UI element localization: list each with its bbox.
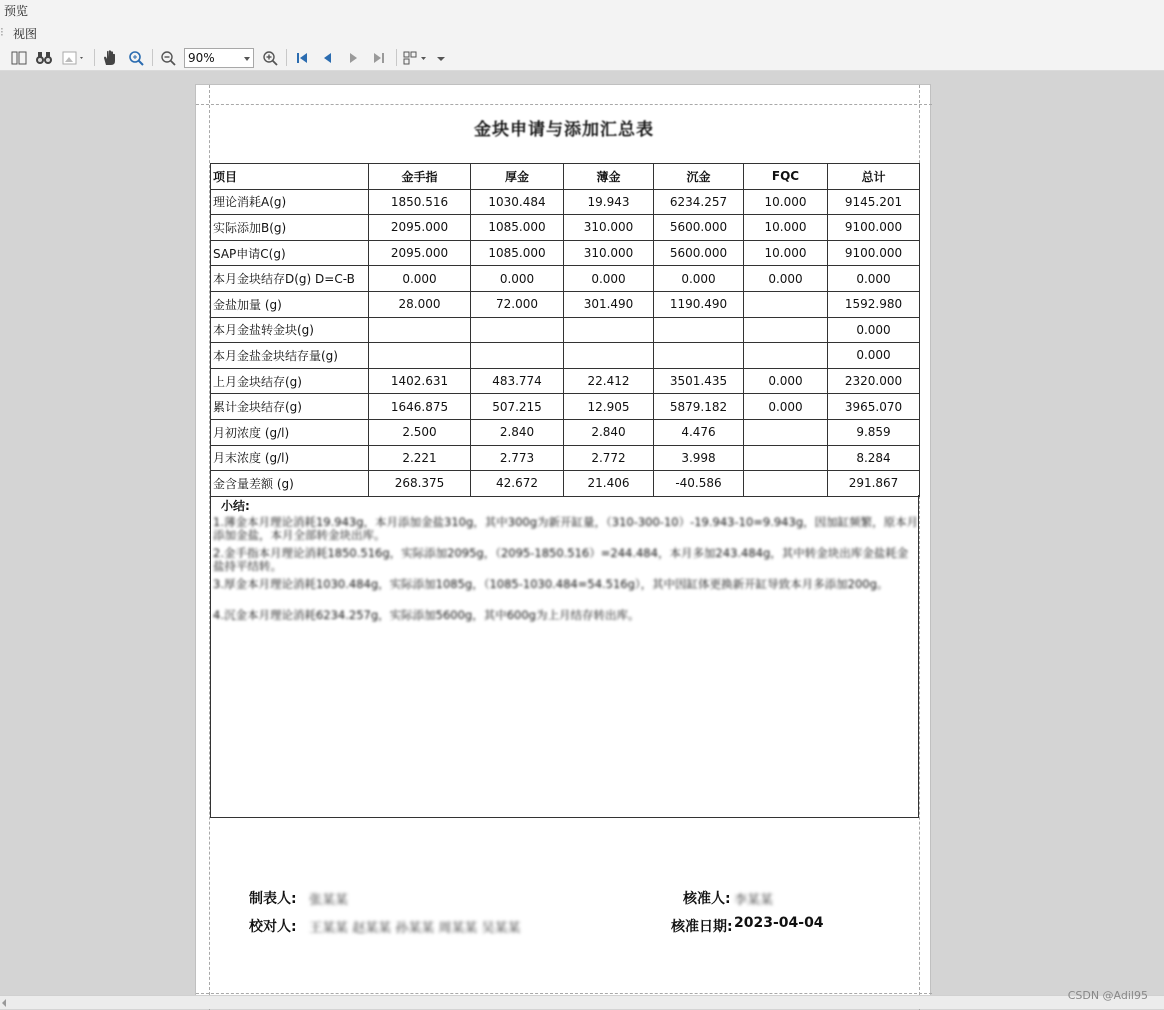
- table-cell: 507.215: [471, 394, 564, 420]
- watermark: CSDN @Adil95: [1067, 989, 1148, 1002]
- table-cell: 1085.000: [471, 240, 564, 266]
- table-cell: 2.840: [471, 419, 564, 445]
- zoom-tool-icon[interactable]: [126, 48, 146, 68]
- table-cell: 1646.875: [369, 394, 471, 420]
- table-row: [211, 445, 920, 471]
- approval-date-label: 核准日期:: [671, 919, 733, 935]
- table-cell: 0.000: [564, 266, 654, 292]
- table-cell: 2.772: [564, 445, 654, 471]
- table-cell: 310.000: [564, 215, 654, 241]
- table-row: [211, 189, 920, 215]
- table-cell: 8.284: [828, 445, 920, 471]
- table-cell: 1085.000: [471, 215, 564, 241]
- table-cell: [744, 419, 828, 445]
- table-cell: [471, 317, 564, 343]
- summary-line: 添加金盐，本月全部转金块出库。: [213, 528, 386, 542]
- row-label: 月初浓度 (g/l): [211, 419, 369, 445]
- row-label: 累计金块结存(g): [211, 394, 369, 420]
- zoom-in-icon[interactable]: [260, 48, 280, 68]
- column-header: 总计: [828, 164, 920, 190]
- table-row: [211, 343, 920, 369]
- row-label: 月末浓度 (g/l): [211, 445, 369, 471]
- zoom-select[interactable]: [184, 48, 254, 68]
- row-label: SAP申请C(g): [211, 240, 369, 266]
- margin-guide: [196, 993, 932, 994]
- table-cell: 2.840: [564, 419, 654, 445]
- report-table: [210, 163, 920, 497]
- table-cell: 1850.516: [369, 189, 471, 215]
- column-header: FQC: [744, 164, 828, 190]
- table-cell: 12.905: [564, 394, 654, 420]
- page-layout-icon[interactable]: [10, 48, 28, 68]
- row-label: 理论消耗A(g): [211, 189, 369, 215]
- table-cell: 10.000: [744, 215, 828, 241]
- summary-line: 2.金手指本月理论消耗1850.516g，实际添加2095g，（2095-1850.516）=244.484，本月多加243.484g，其中转金块出库金盐耗金: [213, 546, 909, 560]
- margin-guide: [196, 104, 932, 105]
- menu-bar: [0, 0, 1164, 44]
- summary-line: 4.沉金本月理论消耗6234.257g，实际添加5600g，其中600g为上月结存转出库。: [213, 608, 640, 622]
- toolbar-separator: [396, 49, 397, 66]
- checker-name: 王某某 赵某某 孙某某 周某某 吴某某: [309, 921, 521, 936]
- row-label: 本月金块结存D(g) D=C-B: [211, 266, 369, 292]
- table-cell: 3965.070: [828, 394, 920, 420]
- table-cell: 291.867: [828, 471, 920, 497]
- table-row: [211, 317, 920, 343]
- table-cell: 5879.182: [654, 394, 744, 420]
- table-cell: 2.773: [471, 445, 564, 471]
- menu-preview[interactable]: 预览: [4, 4, 29, 18]
- table-cell: 5600.000: [654, 215, 744, 241]
- table-cell: 1402.631: [369, 368, 471, 394]
- table-header-row: [211, 164, 920, 190]
- next-page-icon[interactable]: [344, 48, 364, 68]
- table-cell: 301.490: [564, 291, 654, 317]
- table-cell: [369, 343, 471, 369]
- summary-line: 盐持平结转。: [213, 559, 282, 573]
- table-cell: 22.412: [564, 368, 654, 394]
- table-cell: 2320.000: [828, 368, 920, 394]
- maker-name: 张某某: [309, 893, 349, 908]
- row-label: 金盐加量 (g): [211, 291, 369, 317]
- table-cell: 3501.435: [654, 368, 744, 394]
- toolbar-separator: [152, 49, 153, 66]
- table-cell: 0.000: [471, 266, 564, 292]
- last-page-icon[interactable]: [369, 48, 389, 68]
- zoom-value: 90%: [188, 51, 215, 65]
- table-cell: [744, 445, 828, 471]
- table-cell: 310.000: [564, 240, 654, 266]
- table-cell: 1190.490: [654, 291, 744, 317]
- column-header: 薄金: [564, 164, 654, 190]
- table-cell: 268.375: [369, 471, 471, 497]
- row-label: 本月金盐转金块(g): [211, 317, 369, 343]
- column-header: 项目: [211, 164, 369, 190]
- table-cell: 0.000: [744, 394, 828, 420]
- table-row: [211, 368, 920, 394]
- table-cell: 28.000: [369, 291, 471, 317]
- hand-pan-icon[interactable]: [100, 48, 120, 68]
- table-row: [211, 240, 920, 266]
- table-cell: 2095.000: [369, 215, 471, 241]
- table-cell: 10.000: [744, 240, 828, 266]
- scroll-left-icon[interactable]: [2, 999, 6, 1007]
- table-cell: [471, 343, 564, 369]
- table-row: [211, 394, 920, 420]
- table-row: [211, 291, 920, 317]
- checker-label: 校对人:: [249, 919, 297, 935]
- table-cell: [369, 317, 471, 343]
- export-image-icon[interactable]: [62, 48, 86, 68]
- table-row: [211, 471, 920, 497]
- table-cell: 9100.000: [828, 240, 920, 266]
- table-cell: 4.476: [654, 419, 744, 445]
- table-cell: [744, 343, 828, 369]
- column-header: 厚金: [471, 164, 564, 190]
- table-cell: 0.000: [828, 266, 920, 292]
- row-label: 金含量差额 (g): [211, 471, 369, 497]
- menu-view[interactable]: 视图: [13, 27, 38, 41]
- table-row: [211, 419, 920, 445]
- table-cell: [744, 317, 828, 343]
- table-cell: [564, 343, 654, 369]
- table-cell: [654, 343, 744, 369]
- table-cell: 0.000: [828, 317, 920, 343]
- row-label: 上月金块结存(g): [211, 368, 369, 394]
- table-cell: 9145.201: [828, 189, 920, 215]
- table-row: [211, 215, 920, 241]
- table-cell: 1030.484: [471, 189, 564, 215]
- table-cell: 1592.980: [828, 291, 920, 317]
- table-cell: 21.406: [564, 471, 654, 497]
- table-cell: 6234.257: [654, 189, 744, 215]
- report-page: [195, 84, 931, 1009]
- table-cell: 0.000: [828, 343, 920, 369]
- column-header: 沉金: [654, 164, 744, 190]
- first-page-icon[interactable]: [292, 48, 312, 68]
- approver-name: 李某某: [734, 893, 774, 908]
- maker-label: 制表人:: [249, 891, 297, 907]
- approver-label: 核准人:: [683, 891, 731, 907]
- table-cell: 2095.000: [369, 240, 471, 266]
- table-cell: -40.586: [654, 471, 744, 497]
- zoom-out-icon[interactable]: [158, 48, 178, 68]
- column-header: 金手指: [369, 164, 471, 190]
- row-label: 实际添加B(g): [211, 215, 369, 241]
- table-cell: [654, 317, 744, 343]
- table-cell: [744, 471, 828, 497]
- summary-box: [210, 495, 919, 818]
- approval-date-value: 2023-04-04: [734, 915, 824, 931]
- toolbar-separator: [94, 49, 95, 66]
- table-cell: 72.000: [471, 291, 564, 317]
- table-cell: 9100.000: [828, 215, 920, 241]
- table-cell: 10.000: [744, 189, 828, 215]
- table-cell: [744, 291, 828, 317]
- toolbar-overflow-chevron-icon[interactable]: [434, 48, 448, 68]
- row-label: 本月金盐金块结存量(g): [211, 343, 369, 369]
- table-cell: 0.000: [744, 368, 828, 394]
- summary-line: 1.薄金本月理论消耗19.943g，本月添加金盐310g，其中300g为新开缸量，（310-300-10）-19.943-10=9.943g，因加缸频繁，原本月: [213, 515, 919, 529]
- report-title: 金块申请与添加汇总表: [474, 120, 654, 140]
- table-cell: 0.000: [369, 266, 471, 292]
- summary-title: 小结:: [221, 499, 250, 513]
- table-cell: 0.000: [654, 266, 744, 292]
- table-row: [211, 266, 920, 292]
- table-cell: 19.943: [564, 189, 654, 215]
- table-cell: 9.859: [828, 419, 920, 445]
- find-binoculars-icon[interactable]: [34, 48, 54, 68]
- table-cell: 5600.000: [654, 240, 744, 266]
- table-cell: 2.500: [369, 419, 471, 445]
- table-cell: 42.672: [471, 471, 564, 497]
- summary-line: 3.厚金本月理论消耗1030.484g，实际添加1085g，（1085-1030.484=54.516g），其中因缸体更换新开缸导致本月多添加200g。: [213, 577, 889, 591]
- table-cell: 483.774: [471, 368, 564, 394]
- multi-page-icon[interactable]: [402, 48, 430, 68]
- toolbar-separator: [286, 49, 287, 66]
- horizontal-scrollbar[interactable]: [0, 995, 1164, 1009]
- table-cell: 3.998: [654, 445, 744, 471]
- menu-separator: ⁝: [0, 25, 4, 39]
- previous-page-icon[interactable]: [317, 48, 337, 68]
- chevron-down-icon: [244, 57, 250, 61]
- table-cell: 2.221: [369, 445, 471, 471]
- table-cell: [564, 317, 654, 343]
- table-cell: 0.000: [744, 266, 828, 292]
- toolbar: [0, 44, 1164, 71]
